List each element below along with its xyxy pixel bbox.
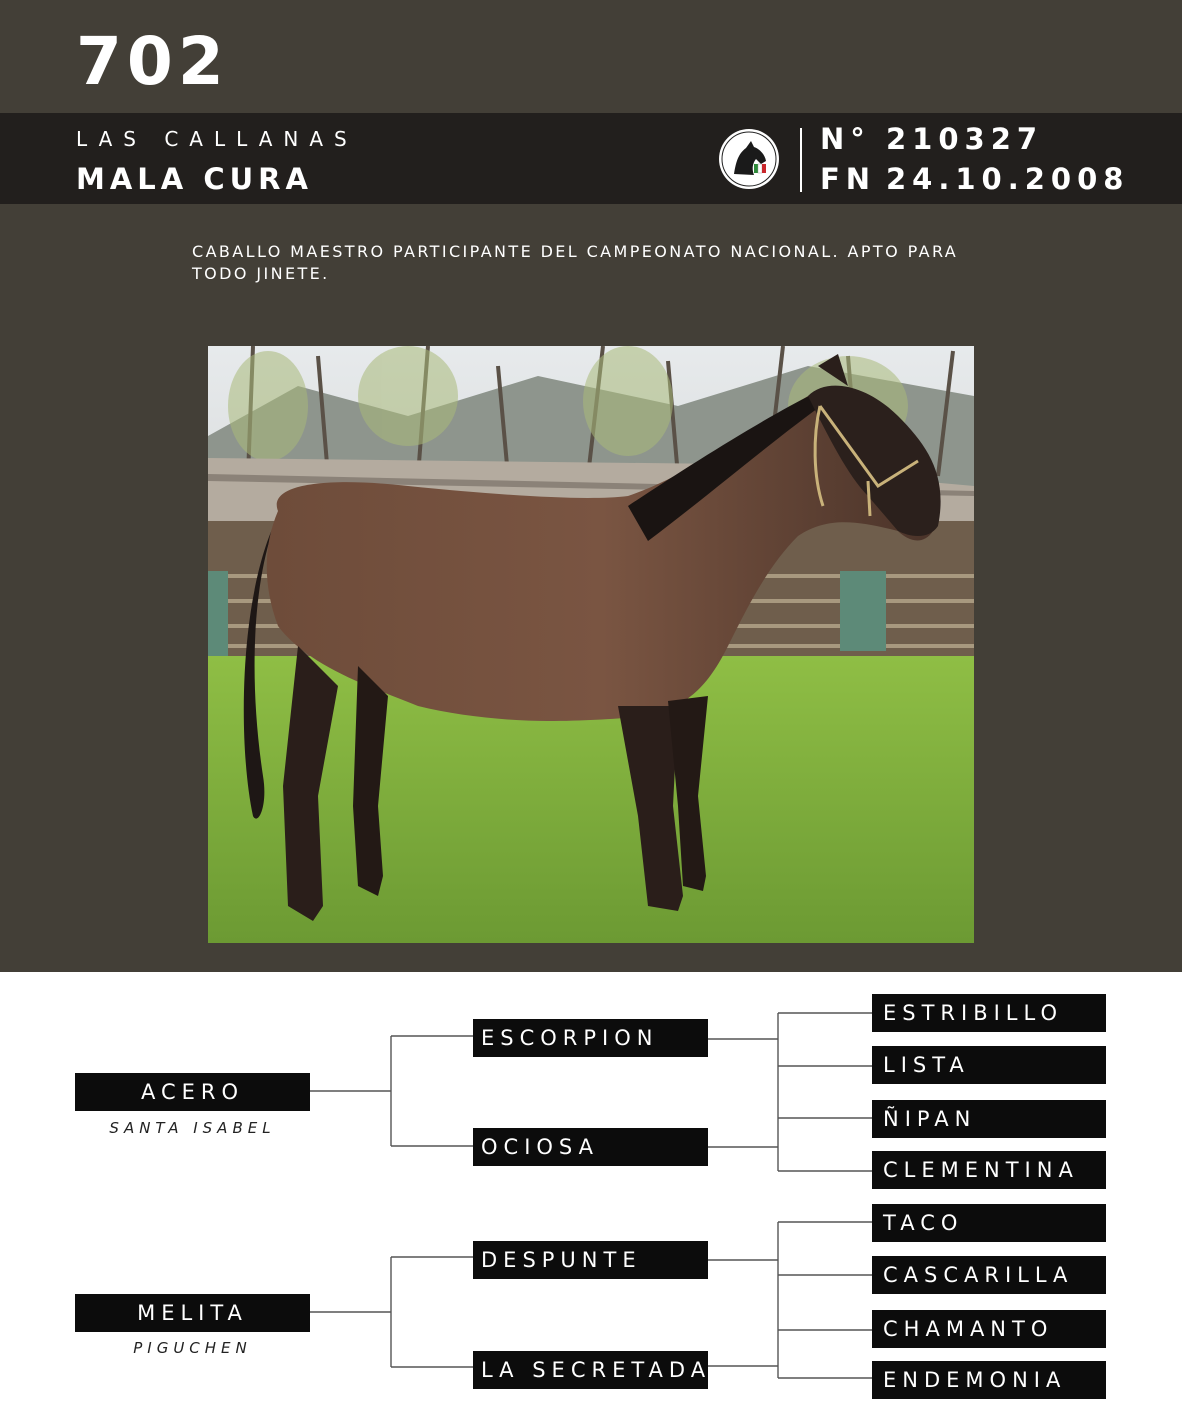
- horse-name: MALA CURA: [76, 162, 313, 196]
- great-grandparent-box: ENDEMONIA: [872, 1361, 1106, 1399]
- great-grandparent-box: ESTRIBILLO: [872, 994, 1106, 1032]
- paternal-grandsire-box: ESCORPION: [473, 1019, 708, 1057]
- great-grandparent-box: CASCARILLA: [872, 1256, 1106, 1294]
- horse-description: CABALLO MAESTRO PARTICIPANTE DEL CAMPEONATO NACIONAL. APTO PARA TODO JINETE.: [192, 242, 959, 283]
- breeder-name: LAS CALLANAS: [76, 127, 358, 151]
- great-grandparent-box: TACO: [872, 1204, 1106, 1242]
- dam-origin: PIGUCHEN: [133, 1339, 252, 1357]
- registration-number-label: N°: [820, 122, 871, 156]
- great-grandparent-box: CHAMANTO: [872, 1310, 1106, 1348]
- great-grandparent-box: ÑIPAN: [872, 1100, 1106, 1138]
- paternal-granddam-box: OCIOSA: [473, 1128, 708, 1166]
- lot-number: 702: [76, 23, 229, 100]
- sire-origin: SANTA ISABEL: [109, 1119, 276, 1137]
- header-divider: [800, 128, 802, 192]
- horse-photo: [208, 346, 974, 943]
- maternal-granddam-box: LA SECRETADA: [473, 1351, 708, 1389]
- remates-logo-icon: [718, 128, 780, 190]
- great-grandparent-box: LISTA: [872, 1046, 1106, 1084]
- sire-box: ACERO: [75, 1073, 310, 1111]
- dam-box: MELITA: [75, 1294, 310, 1332]
- birth-date-label: FN: [820, 162, 877, 196]
- maternal-grandsire-box: DESPUNTE: [473, 1241, 708, 1279]
- registration-number: 210327: [886, 122, 1044, 156]
- great-grandparent-box: CLEMENTINA: [872, 1151, 1106, 1189]
- birth-date: 24.10.2008: [886, 162, 1130, 196]
